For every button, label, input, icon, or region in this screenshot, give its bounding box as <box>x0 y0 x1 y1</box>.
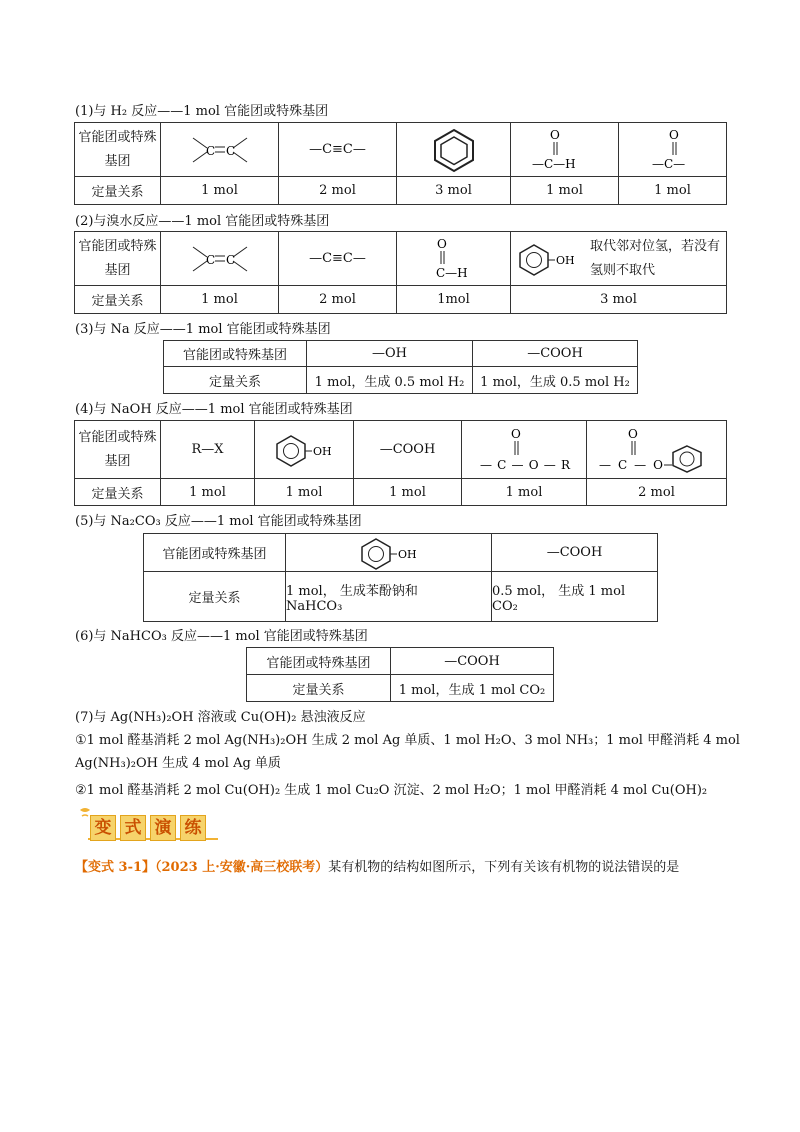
row-header: 官能团或特殊基团 <box>247 648 391 675</box>
qty-label: 定量关系 <box>75 286 161 314</box>
table-nahco3 <box>246 647 554 702</box>
svg-text:C: C <box>205 143 215 158</box>
svg-text:O: O <box>511 426 521 441</box>
phenol-icon <box>274 433 334 467</box>
svg-text:OH: OH <box>397 547 417 561</box>
group-oh: —OH <box>307 341 473 367</box>
qty-value: 1 mol <box>255 479 354 506</box>
qty-value: 1 mol <box>462 479 587 506</box>
svg-text:C: C <box>225 252 235 267</box>
svg-text:—C—O—R: —C—O—R <box>480 457 570 472</box>
qty-value: 3 mol <box>511 286 727 314</box>
banner-char: 演 <box>150 815 176 841</box>
qty-label: 定量关系 <box>144 572 286 622</box>
row-header: 官能团或特殊基团 <box>75 421 161 479</box>
svg-text:O: O <box>436 236 447 251</box>
qty-value: 1 mol <box>354 479 462 506</box>
phenol-icon <box>517 242 577 276</box>
exercise-text: 某有机物的结构如图所示，下列有关该有机物的说法错误的是 <box>328 860 680 875</box>
banner-char: 练 <box>180 815 206 841</box>
group-cooh: —COOH <box>473 341 638 367</box>
alkene-structure <box>161 232 279 286</box>
phenol-icon <box>359 536 419 570</box>
svg-text:—C—H: —C—H <box>531 156 576 171</box>
qty-value: 1 mol <box>161 479 255 506</box>
section-5-title: (5)与 Na₂CO₃ 反应——1 mol 官能团或特殊基团 <box>75 514 362 529</box>
ketone-structure <box>619 123 727 177</box>
benzene-structure <box>397 123 511 177</box>
exercise-banner <box>78 806 228 842</box>
qty-label: 定量关系 <box>75 479 161 506</box>
carboxyl-structure: —COOH <box>492 534 658 572</box>
carboxyl-structure: —COOH <box>391 648 554 675</box>
section-7-title: (7)与 Ag(NH₃)₂OH 溶液或 Cu(OH)₂ 悬浊液反应 <box>75 710 366 725</box>
section-2-title: (2)与溴水反应——1 mol 官能团或特殊基团 <box>75 214 330 229</box>
qty-value: 1 mol <box>511 177 619 205</box>
ester-structure <box>462 421 587 479</box>
svg-text:—C—O: —C—O <box>598 457 663 472</box>
aldehyde-structure <box>397 232 511 286</box>
svg-text:O: O <box>668 127 679 142</box>
qty-value: 2 mol <box>279 177 397 205</box>
qty-value: 2 mol <box>587 479 727 506</box>
table-h2 <box>74 122 727 205</box>
table-na <box>163 340 638 394</box>
table-bromine <box>74 231 727 314</box>
phenol-note: 取代邻对位氢，若没有氢则不取代 <box>590 238 721 278</box>
qty-label: 定量关系 <box>164 367 307 394</box>
section-6-title: (6)与 NaHCO₃ 反应——1 mol 官能团或特殊基团 <box>75 629 368 644</box>
svg-text:C—H: C—H <box>435 265 468 280</box>
svg-text:—C—: —C— <box>651 156 685 171</box>
row-header: 官能团或特殊基团 <box>75 123 161 177</box>
exercise-prompt <box>75 856 679 875</box>
qty-value: 2 mol <box>279 286 397 314</box>
carboxyl-structure: —COOH <box>354 421 462 479</box>
qty-value: 1 mol <box>161 286 279 314</box>
phenol-structure <box>255 421 354 479</box>
paragraph-1: ①1 mol 醛基消耗 2 mol Ag(NH₃)₂OH 生成 2 mol Ag 单质、1 mol H₂O、3 mol NH₃；1 mol 甲醛消耗 4 mol Ag(NH₃)₂OH 生成 4 mol Ag 单质 <box>75 733 740 771</box>
exercise-source: （2023 上·安徽·高三校联考） <box>155 860 329 875</box>
qty-value: 3 mol <box>397 177 511 205</box>
svg-text:C: C <box>205 252 215 267</box>
phenol-cell <box>511 232 727 286</box>
banner-char: 式 <box>120 815 146 841</box>
alkyne-structure: —C≡C— <box>279 123 397 177</box>
qty-value: 1 mol，生成 1 mol CO₂ <box>391 675 554 702</box>
qty-value: 1 mol，生成 0.5 mol H₂ <box>307 367 473 394</box>
svg-text:OH: OH <box>556 253 575 267</box>
svg-text:O: O <box>627 426 638 441</box>
svg-text:OH: OH <box>313 444 332 458</box>
banner-char: 变 <box>90 815 116 841</box>
section-3-title: (3)与 Na 反应——1 mol 官能团或特殊基团 <box>75 322 331 337</box>
qty-value: 1 mol <box>619 177 727 205</box>
phenyl-ester-structure <box>587 421 727 479</box>
qty-value: 1 mol <box>161 177 279 205</box>
row-header: 官能团或特殊基团 <box>75 232 161 286</box>
qty-label: 定量关系 <box>247 675 391 702</box>
qty-value: 0.5 mol， 生成 1 mol CO₂ <box>492 572 658 622</box>
section-4-title: (4)与 NaOH 反应——1 mol 官能团或特殊基团 <box>75 402 353 417</box>
qty-value: 1 mol， 生成苯酚钠和 NaHCO₃ <box>286 572 492 622</box>
qty-label: 定量关系 <box>75 177 161 205</box>
qty-value: 1 mol，生成 0.5 mol H₂ <box>473 367 638 394</box>
halide-structure: R—X <box>161 421 255 479</box>
svg-text:C: C <box>225 143 235 158</box>
alkene-structure <box>161 123 279 177</box>
aldehyde-structure <box>511 123 619 177</box>
row-header: 官能团或特殊基团 <box>144 534 286 572</box>
phenol-structure <box>286 534 492 572</box>
svg-text:O: O <box>549 127 560 142</box>
qty-value: 1mol <box>397 286 511 314</box>
paragraph-2: ②1 mol 醛基消耗 2 mol Cu(OH)₂ 生成 1 mol Cu₂O 沉淀、2 mol H₂O；1 mol 甲醛消耗 4 mol Cu(OH)₂ <box>75 783 708 798</box>
exercise-tag: 【变式 3-1】 <box>75 860 156 875</box>
table-naoh <box>74 420 727 506</box>
section-1-title: (1)与 H₂ 反应——1 mol 官能团或特殊基团 <box>75 104 329 119</box>
table-na2co3 <box>143 533 658 622</box>
row-header: 官能团或特殊基团 <box>164 341 307 367</box>
alkyne-structure: —C≡C— <box>279 232 397 286</box>
